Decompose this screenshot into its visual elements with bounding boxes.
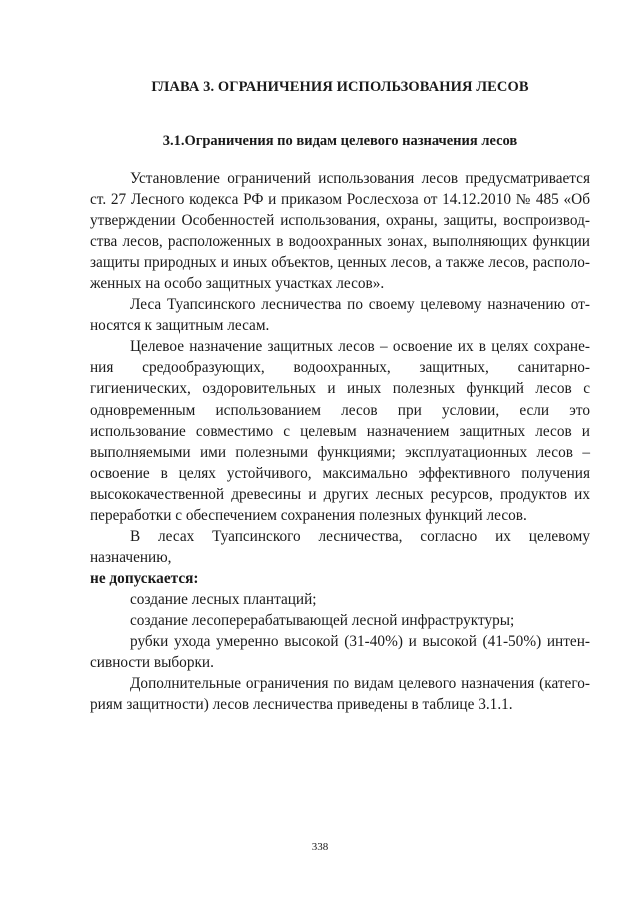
paragraph-closing: Дополнительные ограничения по видам целевого назначения (категориям защитности) лесов лесничества приведены в таблице 3.1.1. (90, 675, 590, 714)
restriction-item: создание лесоперерабатывающей лесной инфраструктуры; (130, 611, 515, 629)
restriction-item: создание лесных плантаций; (130, 590, 317, 608)
paragraph-restrictions-lead: В лесах Туапсинского лесничества, согласно их целевому назначению, (90, 527, 590, 566)
not-allowed-label: не допускается: (90, 569, 199, 587)
paragraph-tuapse-forests: Леса Туапсинского лесничества по своему целевому назначению относятся к защитным лесам. (90, 296, 590, 335)
section-title: 3.1.Ограничения по видам целевого назначения лесов (162, 133, 518, 149)
chapter-title: ГЛАВА 3. ОГРАНИЧЕНИЯ ИСПОЛЬЗОВАНИЯ ЛЕСОВ (151, 79, 529, 95)
restriction-item: рубки ухода умеренно высокой (31-40%) и высокой (41-50%) интенсивности выборки. (90, 633, 590, 672)
page-number: 338 (311, 841, 329, 853)
paragraph-intro: Установление ограничений использования лесов предусматривается ст. 27 Лесного кодекса РФ и приказом Рослесхоза от 14.12.2010 № 485 «Об утверждении Особенностей использования, охраны, защиты, воспроизводства лесов, расположенных в водоохранных зонах, выполняющих функции защиты природных и иных объектов, ценных лесов, а также лесов, расположенных на особо защитных участках лесов». (90, 170, 590, 293)
paragraph-purpose: Целевое назначение защитных лесов – освоение их в целях сохранения средообразующих, водоохранных, защитных, санитарно-гигиенических, оздоровительных и иных полезных функций лесов с одновременным использованием лесов при условии, если это использование совместимо с целевым назначением защитных лесов и выполняемыми ими полезными функциями; эксплуатационных лесов – освоение в целях устойчивого, максимально эффективного получения высококачественной древесины и других лесных ресурсов, продуктов их переработки с обеспечением сохранения полезных функций лесов. (90, 338, 590, 524)
body-text (90, 168, 590, 715)
